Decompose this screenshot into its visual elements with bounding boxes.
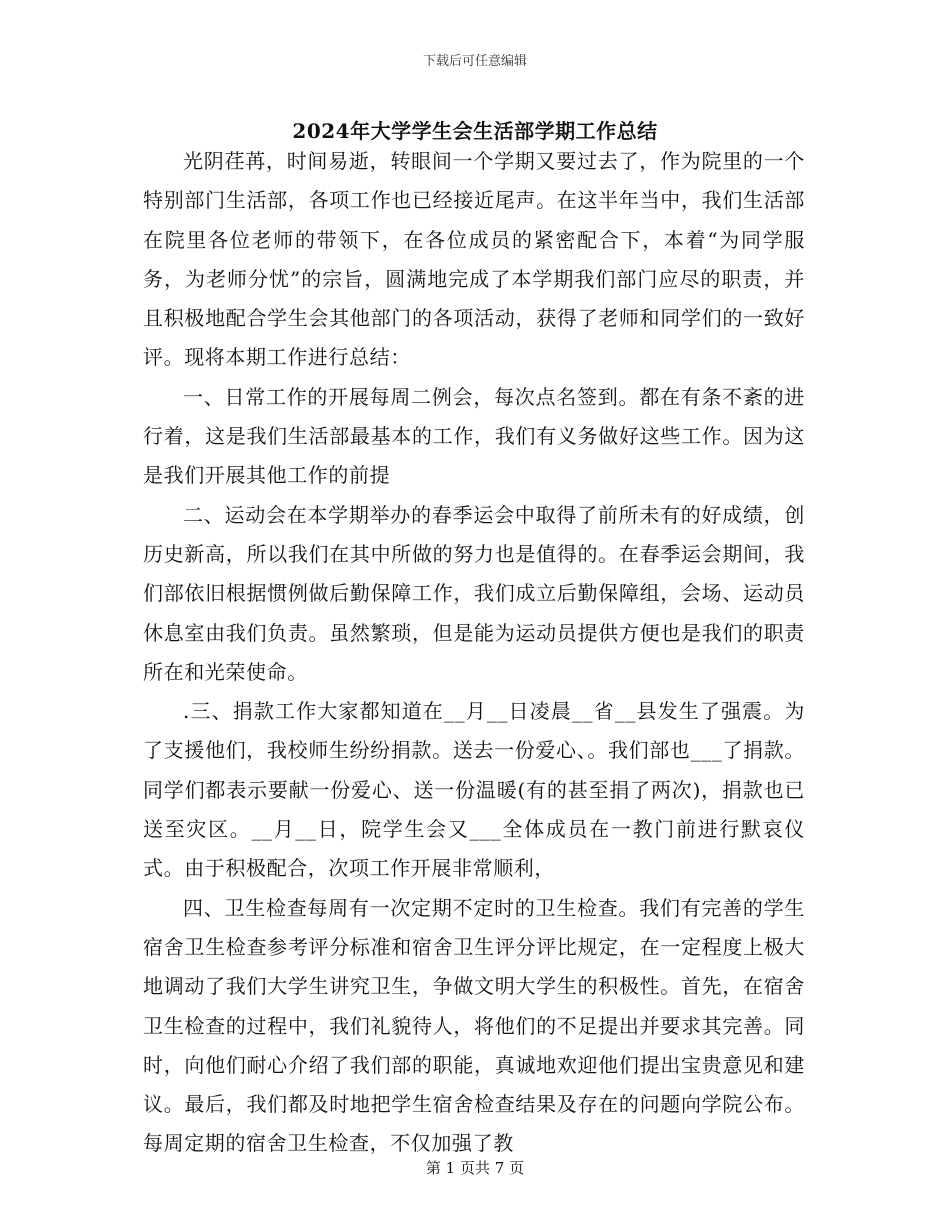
paragraph-daily-work: 一、日常工作的开展每周二例会，每次点名签到。都在有条不紊的进行着，这是我们生活部最基本的工作，我们有义务做好这些工作。因为这是我们开展其他工作的前提 — [143, 384, 805, 488]
paragraph-donation: .三、捐款工作大家都知道在__月__日凌晨__省__县发生了强震。为了支援他们，我校师生纷纷捐款。送去一份爱心、。我们部也___了捐款。同学们都表示要献一份爱心、送一份温暖(有的甚至捐了两次)，捐款也已送至灾区。__月__日，院学生会又___全体成员在一教门前进行默哀仪式。由于积极配合，次项工作开展非常顺利， — [143, 699, 805, 881]
paragraph-sports-meet: 二、运动会在本学期举办的春季运会中取得了前所未有的好成绩，创历史新高，所以我们在其中所做的努力也是值得的。在春季运会期间，我们部依旧根据惯例做后勤保障工作，我们成立后勤保障组，会场、运动员休息室由我们负责。虽然繁琐，但是能为运动员提供方便也是我们的职责所在和光荣使命。 — [143, 502, 805, 684]
page-footer: 第 1 页共 7 页 — [425, 1159, 525, 1177]
document-body — [143, 142, 805, 1164]
paragraph-hygiene-check: 四、卫生检查每周有一次定期不定时的卫生检查。我们有完善的学生宿舍卫生检查参考评分标准和宿舍卫生评分评比规定，在一定程度上极大地调动了我们大学生讲究卫生，争做文明大学生的积极性。首先，在宿舍卫生检查的过程中，我们礼貌待人，将他们的不足提出并要求其完善。同时，向他们耐心介绍了我们部的职能，真诚地欢迎他们提出宝贵意见和建议。最后，我们都及时地把学生宿舍检查结果及存在的问题向学院公布。每周定期的宿舍卫生检查，不仅加强了教 — [143, 895, 805, 1156]
document-title: 2024年大学学生会生活部学期工作总结 — [292, 119, 658, 143]
header-note: 下载后可任意编辑 — [422, 54, 527, 69]
paragraph-intro: 光阴荏苒，时间易逝，转眼间一个学期又要过去了，作为院里的一个特别部门生活部，各项工作也已经接近尾声。在这半年当中，我们生活部在院里各位老师的带领下，在各位成员的紧密配合下，本着“为同学服务，为老师分忧”的宗旨，圆满地完成了本学期我们部门应尽的职责，并且积极地配合学生会其他部门的各项活动，获得了老师和同学们的一致好评。现将本期工作进行总结： — [143, 149, 805, 370]
